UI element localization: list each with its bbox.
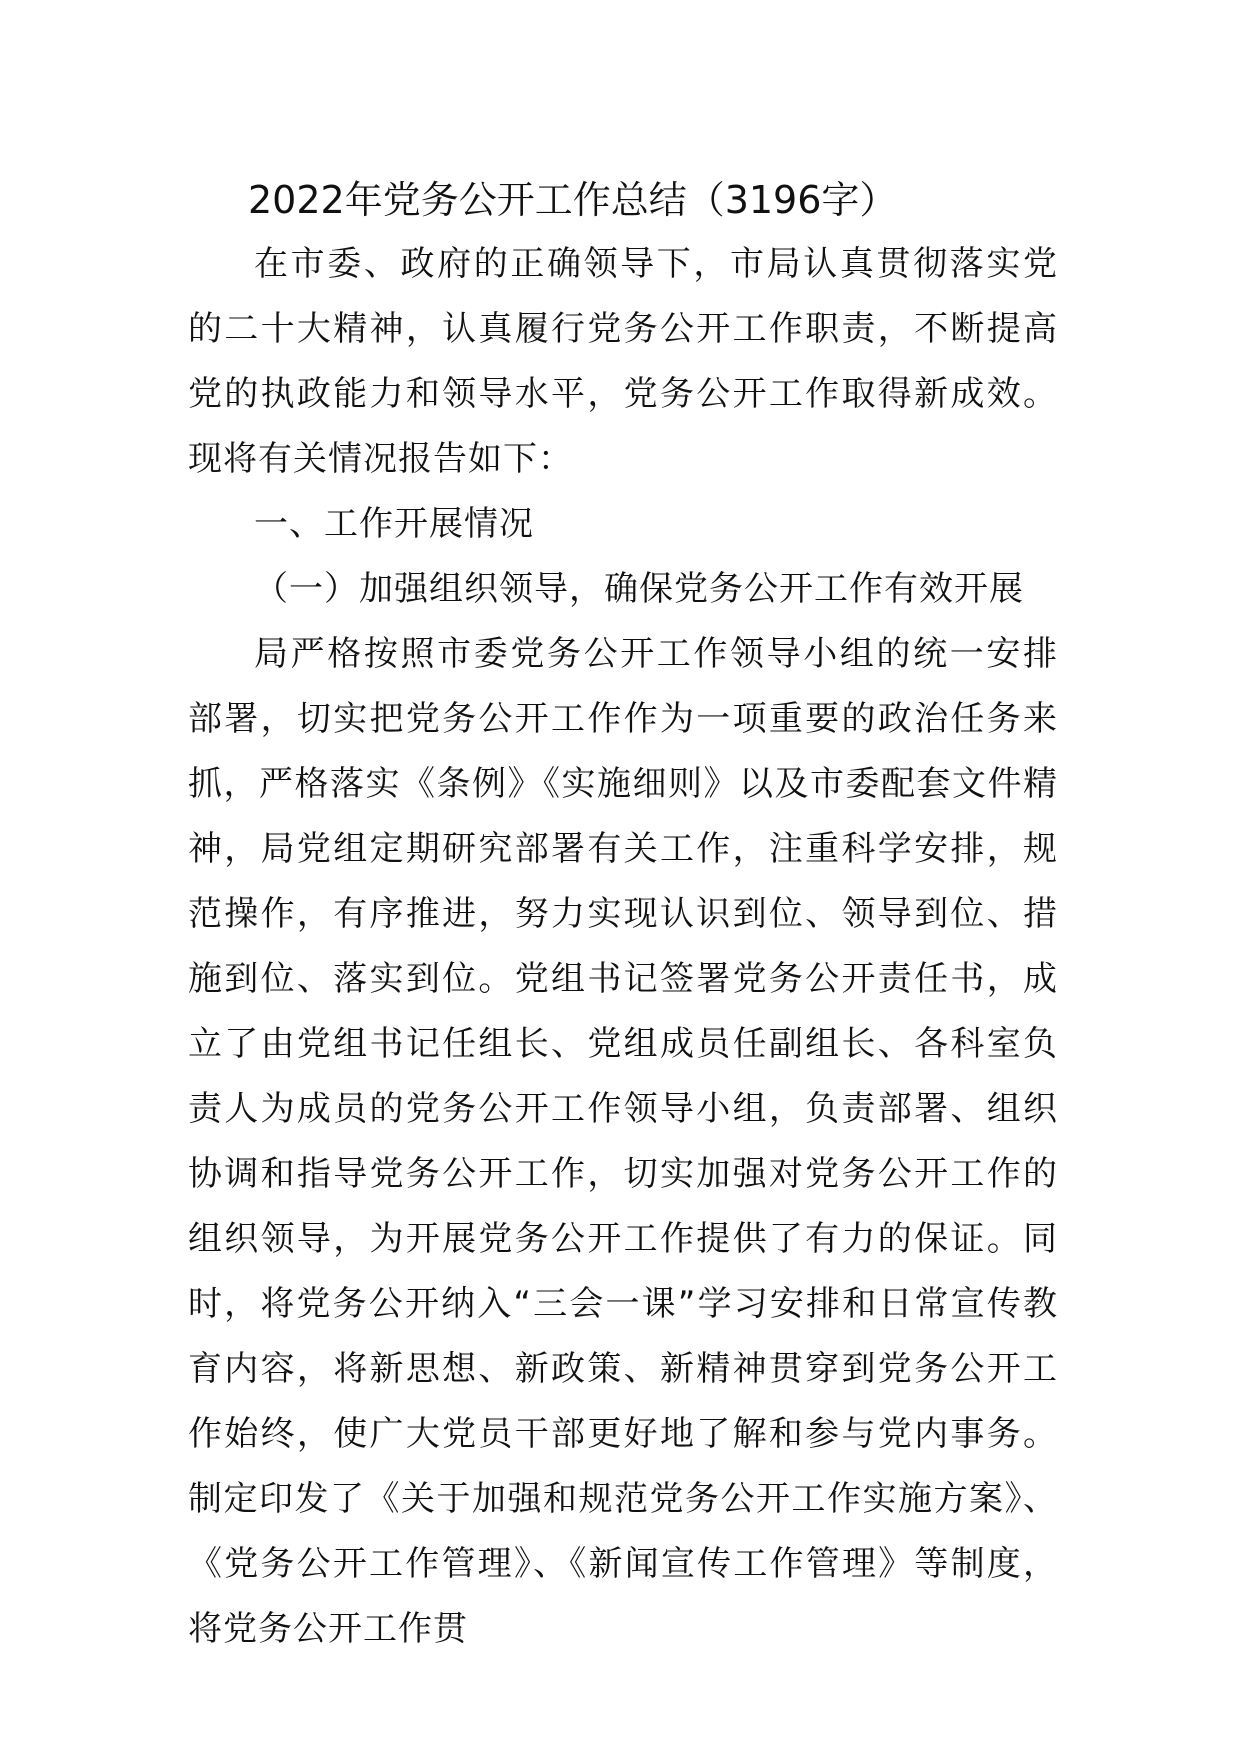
subsection-body-paragraph: 局严格按照市委党务公开工作领导小组的统一安排部署，切实把党务公开工作作为一项重要的政治任务来抓，严格落实《条例》《实施细则》以及市委配套文件精神，局党组定期研究部署有关工作，注重科学安排，规范操作，有序推进，努力实现认识到位、领导到位、措施到位、落实到位。党组书记签署党务公开责任书，成立了由党组书记任组长、党组成员任副组长、各科室负责人为成员的党务公开工作领导小组，负责部署、组织协调和指导党务公开工作，切实加强对党务公开工作的组织领导，为开展党务公开工作提供了有力的保证。同时，将党务公开纳入“三会一课”学习安排和日常宣传教育内容，将新思想、新政策、新精神贯穿到党务公开工作始终，使广大党员干部更好地了解和参与党内事务。制定印发了《关于加强和规范党务公开工作实施方案》、《党务公开工作管理》、《新闻宣传工作管理》等制度，将党务公开工作贯	[188, 634, 1058, 1649]
section-heading: 一、工作开展情况	[254, 504, 534, 544]
document-title: 2022年党务公开工作总结（3196字）	[248, 178, 898, 222]
document-content	[188, 168, 1058, 1662]
intro-paragraph: 在市委、政府的正确领导下，市局认真贯彻落实党的二十大精神，认真履行党务公开工作职责，不断提高党的执政能力和领导水平，党务公开工作取得新成效。现将有关情况报告如下：	[188, 244, 1058, 479]
subsection-heading: （一）加强组织领导，确保党务公开工作有效开展	[254, 569, 1024, 609]
